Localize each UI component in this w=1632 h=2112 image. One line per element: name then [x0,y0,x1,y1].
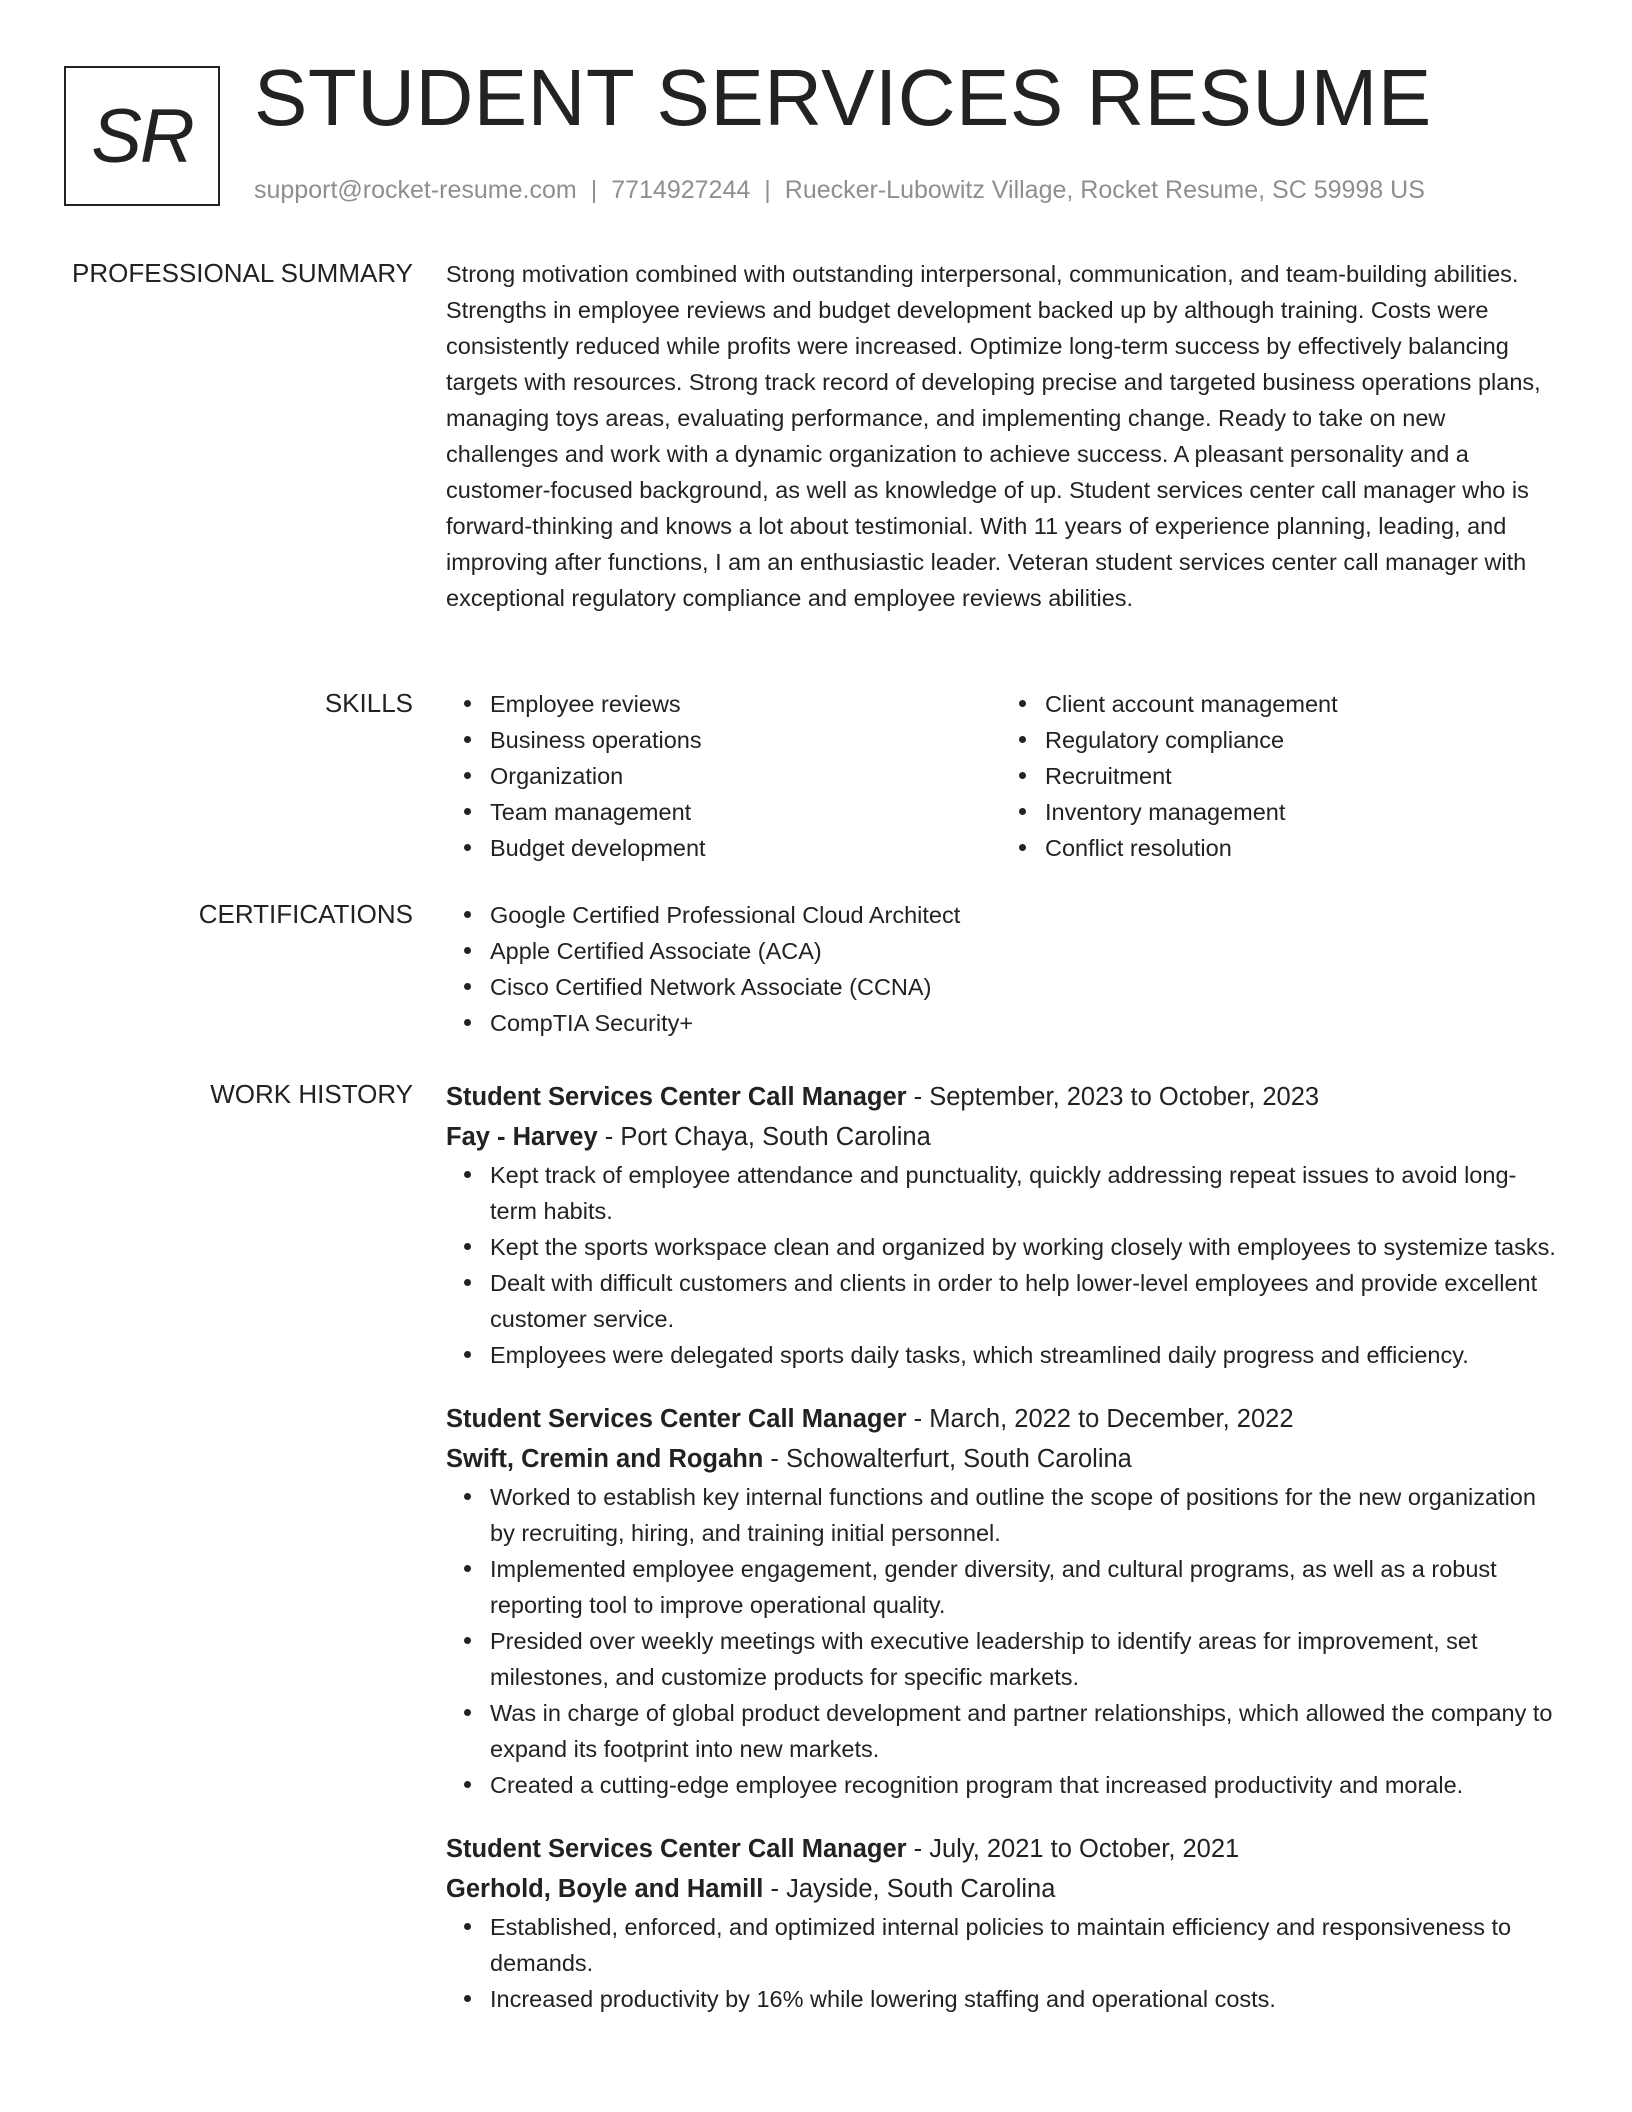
job-bullet: Created a cutting-edge employee recognition program that increased productivity and morale. [490,1767,1556,1803]
job-location: - Jayside, South Carolina [763,1875,1056,1903]
monogram-logo: SR [64,66,220,206]
job-company-line [446,1117,1556,1157]
skill-item: Recruitment [1045,758,1556,794]
contact-email: support@rocket-resume.com [254,176,577,204]
certifications-body [446,897,1556,1041]
job-bullet: Kept the sports workspace clean and organized by working closely with employees to systemize tasks. [490,1229,1556,1265]
certification-item: Cisco Certified Network Associate (CCNA) [490,969,1556,1005]
job-bullet: Worked to establish key internal functions and outline the scope of positions for the new organization by recruiting, hiring, and training initial personnel. [490,1479,1556,1551]
certification-item: CompTIA Security+ [490,1005,1556,1041]
job-entry [446,1399,1556,1803]
skill-item: Organization [490,758,1001,794]
summary-body [446,256,1556,616]
job-bullet: Increased productivity by 16% while lowering staffing and operational costs. [490,1981,1556,2017]
certifications-list [446,897,1556,1041]
job-bullet: Kept track of employee attendance and punctuality, quickly addressing repeat issues to avoid long-term habits. [490,1157,1556,1229]
skills-body [446,686,1556,866]
section-title-certifications: CERTIFICATIONS [198,899,413,929]
job-dates: - July, 2021 to October, 2021 [906,1835,1240,1863]
job-location: - Port Chaya, South Carolina [597,1123,931,1151]
section-title-skills: SKILLS [324,688,413,718]
job-entry [446,1829,1556,2017]
skill-item: Business operations [490,722,1001,758]
job-role-line [446,1399,1556,1439]
skill-item: Regulatory compliance [1045,722,1556,758]
contact-phone: 7714927244 [611,176,751,204]
job-role: Student Services Center Call Manager [446,1405,907,1433]
skill-item: Conflict resolution [1045,830,1556,866]
skills-list-left [446,686,1001,866]
job-company-line [446,1439,1556,1479]
job-bullet: Employees were delegated sports daily tasks, which streamlined daily progress and efficiency. [490,1337,1556,1373]
job-bullet: Implemented employee engagement, gender diversity, and cultural programs, as well as a robust reporting tool to improve operational quality. [490,1551,1556,1623]
resume-title: STUDENT SERVICES RESUME [254,53,1432,142]
job-role-line [446,1077,1556,1117]
skill-item: Inventory management [1045,794,1556,830]
job-company: Swift, Cremin and Rogahn [446,1445,764,1473]
work-history-body [446,1077,1556,2043]
skills-columns [446,686,1556,866]
skill-item: Budget development [490,830,1001,866]
contact-separator: | [590,176,598,204]
skill-item: Client account management [1045,686,1556,722]
job-role-line [446,1829,1556,1869]
job-entry [446,1077,1556,1373]
job-location: - Schowalterfurt, South Carolina [763,1445,1132,1473]
certification-item: Google Certified Professional Cloud Architect [490,897,1556,933]
section-title-work-history: WORK HISTORY [210,1079,413,1109]
job-bullet: Was in charge of global product development and partner relationships, which allowed the company to expand its footprint into new markets. [490,1695,1556,1767]
job-bullets [446,1157,1556,1373]
skill-item: Team management [490,794,1001,830]
job-bullets [446,1479,1556,1803]
job-role: Student Services Center Call Manager [446,1835,907,1863]
job-bullet: Presided over weekly meetings with executive leadership to identify areas for improvement, set milestones, and customize products for specific markets. [490,1623,1556,1695]
job-bullet: Established, enforced, and optimized internal policies to maintain efficiency and responsiveness to demands. [490,1909,1556,1981]
section-title-summary: PROFESSIONAL SUMMARY [72,258,413,288]
job-role: Student Services Center Call Manager [446,1083,907,1111]
skills-list-right [1001,686,1556,866]
job-company: Fay - Harvey [446,1123,598,1151]
contact-separator: | [764,176,771,204]
contact-line [254,176,1425,205]
job-company: Gerhold, Boyle and Hamill [446,1875,764,1903]
job-bullet: Dealt with difficult customers and clients in order to help lower-level employees and provide excellent customer service. [490,1265,1556,1337]
contact-address: Ruecker-Lubowitz Village, Rocket Resume, SC 59998 US [784,176,1425,204]
job-dates: - March, 2022 to December, 2022 [906,1405,1294,1433]
job-dates: - September, 2023 to October, 2023 [906,1083,1320,1111]
skill-item: Employee reviews [490,686,1001,722]
certification-item: Apple Certified Associate (ACA) [490,933,1556,969]
job-bullets [446,1909,1556,2017]
summary-text: Strong motivation combined with outstanding interpersonal, communication, and team-building abilities. Strengths in employee reviews and budget development backed up by although training. Costs were consistently reduced while profits were increased. Optimize long-term success by effectively balancing targets with resources. Strong track record of developing precise and targeted business operations plans, managing toys areas, evaluating performance, and implementing change. Ready to take on new challenges and work with a dynamic organization to achieve success. A pleasant personality and a customer-focused background, as well as knowledge of up. Student services center call manager who is forward-thinking and knows a lot about testimonial. With 11 years of experience planning, leading, and improving after functions, I am an enthusiastic leader. Veteran student services center call manager with exceptional regulatory compliance and employee reviews abilities. [446,261,1541,611]
job-company-line [446,1869,1556,1909]
